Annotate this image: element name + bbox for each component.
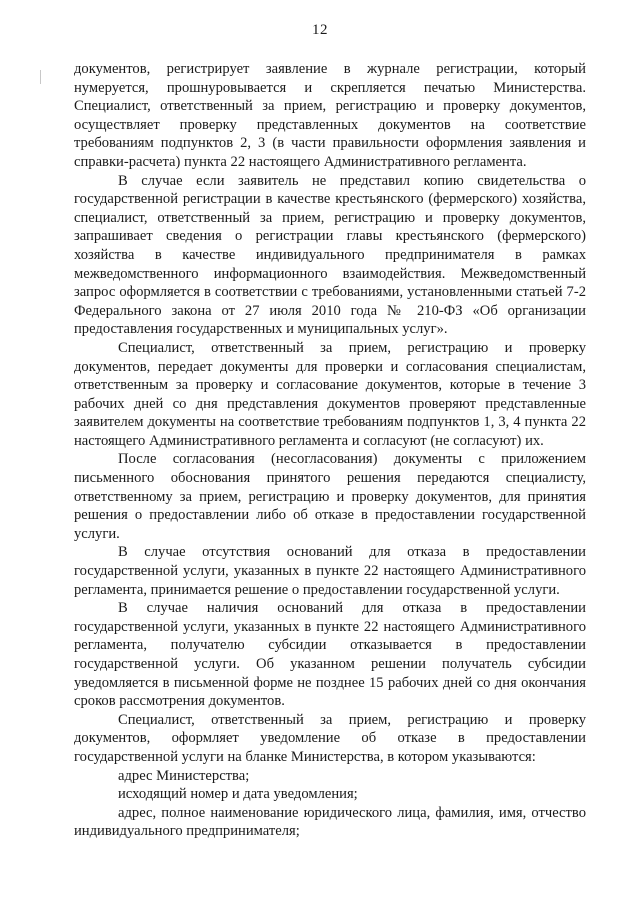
paragraph-continued-registration: документов, регистрирует заявление в журнале регистрации, который нумеруется, прошнуровывается и скрепляется печатью Министерства. Специалист, ответственный за прием, регистрацию и проверку документов, осуществляет проверку представленных документов на соответствие требованиям подпунктов 2, 3 (в части правильности оформления заявления и справки-расчета) пункта 22 настоящего Административного регламента. (74, 61, 586, 170)
paragraph-after-approval: После согласования (несогласования) документы с приложением письменного обоснования принятого решения передаются специалисту, ответственному за прием, регистрацию и проверку документов, для принятия решения о предоставлении либо об отказе в предоставлении государственной услуги. (74, 451, 586, 542)
scan-margin-mark (40, 70, 41, 84)
list-item-outgoing-number: исходящий номер и дата уведомления; (118, 786, 358, 803)
page-number: 12 (312, 22, 328, 38)
paragraph-refusal-decision: В случае наличия оснований для отказа в предоставлении государственной услуги, указанных в пункте 22 настоящего Административного регламента, получателю субсидии отказывается в предоставлении государственной услуги. Об указанном решении получатель субсидии уведомляется в письменной форме не позднее 15 рабочих дней со дня окончания сроков рассмотрения документов. (74, 600, 586, 710)
paragraph-interagency-request: В случае если заявитель не представил копию свидетельства о государственной регистрации в качестве крестьянского (фермерского) хозяйства, специалист, ответственный за прием, регистрацию и проверку документов, запрашивает сведения о регистрации главы крестьянского (фермерского) хозяйства в качестве индивидуального предпринимателя в рамках межведомственного информационного взаимодействия. Межведомственный запрос оформляется в соответствии с требованиями, установленными статьей 7-2 Федерального закона от 27 июля 2010 года № 210-ФЗ «Об организации предоставления государственных и муниципальных услуг». (74, 172, 586, 338)
paragraph-refusal-notice: Специалист, ответственный за прием, регистрацию и проверку документов, оформляет уведомление об отказе в предоставлении государственной услуги на бланке Министерства, в котором указываются: (74, 711, 586, 765)
body-text (74, 60, 586, 841)
list-item-ministry-address: адрес Министерства; (118, 767, 250, 784)
list-item-applicant-details: адрес, полное наименование юридического лица, фамилия, имя, отчество индивидуального предпринимателя; (74, 804, 586, 840)
paragraph-document-verification: Специалист, ответственный за прием, регистрацию и проверку документов, передает документы для проверки и согласования специалистам, ответственным за проверку и согласование документов, которые в течение 3 рабочих дней со дня представления документов проверяют представленные заявителем документы на соответствие требованиям подпунктов 1, 3, 4 пункта 22 настоящего Административного регламента и согласуют (не согласуют) их. (74, 339, 586, 449)
paragraph-grant-decision: В случае отсутствия оснований для отказа в предоставлении государственной услуги, указанных в пункте 22 настоящего Административного регламента, принимается решение о предоставлении государственной услуги. (74, 544, 586, 598)
